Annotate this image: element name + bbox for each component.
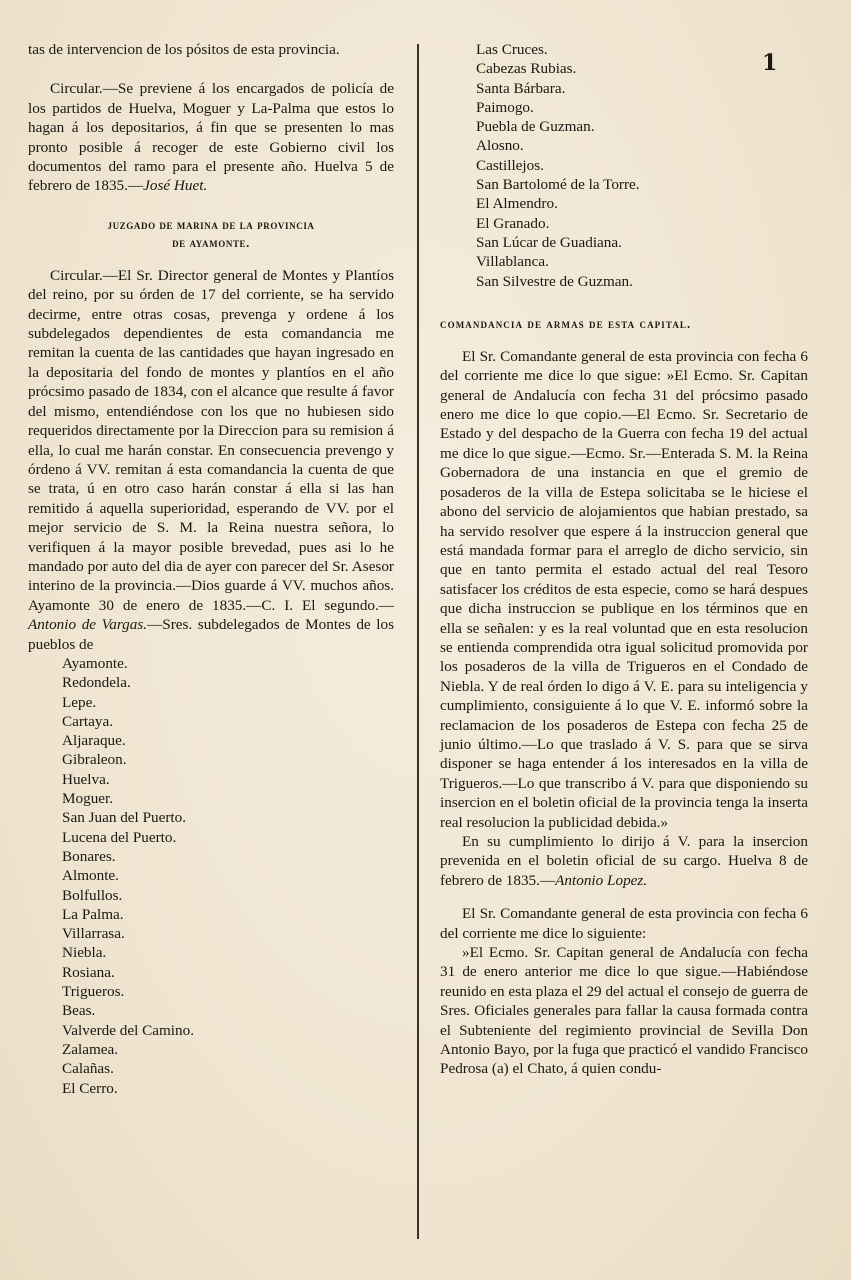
town-right-item: Las Cruces. bbox=[476, 41, 548, 58]
heading-juzgado-line1: juzgado de marina de la provincia bbox=[107, 217, 315, 232]
town-left-item: Aljaraque. bbox=[62, 732, 126, 750]
town-left-item: Lucena del Puerto. bbox=[62, 828, 177, 846]
town-left-item: El Cerro. bbox=[62, 1079, 118, 1097]
town-left-item: Moguer. bbox=[62, 790, 114, 808]
town-left-item: Zalamea. bbox=[62, 1040, 119, 1058]
town-left-item: Cartaya. bbox=[62, 712, 114, 730]
paragraph-comandante-estepa: El Sr. Comandante general de esta provincia con fecha 6 del corriente me dice lo que sigue: »El Ecmo. Sr. Capitan general de Andalucía con fecha 31 del prócsimo pasado enero me dice lo que copio.—El Ecmo. Sr. Secretario de Estado y del despacho de la Guerra con fecha 19 del actual me dice lo que sigue.—Ecmo. Sr.—Enterada S. M. la Reina Gobernadora de una instancia en que el gremio de posaderos de la villa de Estepa solicitaba se le hiciese el abono del servicio de alojamientos que habian prestado, sa ha servido resolver que espere á la instruccion general que está mandada formar para el arreglo de dicho servicio, sin que en tanto permita el estado actual del real Tesoro satisfacer los créditos de esta especie, como se hará despues que dicha instruccion se publique en los términos que en ella se señalen: y es la real voluntad que en esta resolucion se entienda comprendida otra igual solicitud promovida por los posaderos de la villa de Trigueros en el Condado de Niebla. Y de real órden lo digo á V. E. para su inteligencia y cumplimiento, consiguiente á lo que V. E. informó sobre la reclamacion de los posaderos de Estepa con fecha 25 de junio último.—Lo que traslado á V. S. para que se sirva disponer se haga entender á los interesados en la villa de Trigueros.—Lo que transcribo á V. para que disponiendo su insercion en el boletin oficial de la provincia tenga la inserta real resolucion la publicidad debida.» bbox=[440, 347, 808, 831]
town-left-item: Lepe. bbox=[62, 693, 97, 711]
town-left-item: Niebla. bbox=[62, 944, 107, 962]
town-right-item: San Bartolomé de la Torre. bbox=[476, 176, 640, 194]
town-right-item: Santa Bárbara. bbox=[476, 79, 566, 97]
circular-montes-tail: —Sres. subdelegados de Montes de los pueblos de bbox=[28, 616, 394, 653]
town-left-item: Gibraleon. bbox=[62, 751, 127, 769]
town-right-item: El Granado. bbox=[476, 214, 550, 232]
left-column bbox=[28, 40, 394, 1098]
town-left-item: Valverde del Camino. bbox=[62, 1021, 195, 1039]
town-right-item: San Silvestre de Guzman. bbox=[476, 272, 633, 290]
town-right-item: Puebla de Guzman. bbox=[476, 118, 595, 136]
town-right-item: San Lúcar de Guadiana. bbox=[476, 233, 622, 251]
signature-antonio-lopez: Antonio Lopez. bbox=[555, 871, 648, 889]
town-left-item: Beas. bbox=[62, 1002, 96, 1020]
paragraph-circular-montes bbox=[28, 266, 394, 654]
town-right-item: El Almendro. bbox=[476, 195, 558, 213]
town-left-item: La Palma. bbox=[62, 905, 124, 923]
town-left-item: Almonte. bbox=[62, 867, 119, 885]
paragraph-cumplimiento bbox=[440, 832, 808, 890]
page-number-mark: 1 bbox=[762, 50, 778, 76]
paragraph-comandante-siguiente: El Sr. Comandante general de esta provincia con fecha 6 del corriente me dice lo siguiente: bbox=[440, 905, 808, 942]
town-left-item: Calañas. bbox=[62, 1060, 114, 1078]
circular-policia-text: Circular.—Se previene á los encargados de policía de los partidos de Huelva, Moguer y La-Palma que estos lo hagan á los depositarios, á fin que se presenten lo mas pronto posible á recoger de este Gobierno civil los documentos del ramo para el presente año. Huelva 5 de febrero de 1835.— bbox=[28, 80, 394, 195]
signature-jose-huet: José Huet. bbox=[143, 177, 208, 195]
paragraph-circular-policia bbox=[28, 79, 394, 195]
town-right-item: Paimogo. bbox=[476, 98, 534, 116]
signature-antonio-vargas: Antonio de Vargas. bbox=[28, 616, 148, 634]
town-left-item: Villarrasa. bbox=[62, 925, 125, 943]
town-left-item: Redondela. bbox=[62, 674, 131, 692]
town-left-item: Bonares. bbox=[62, 847, 116, 865]
cumplimiento-text: En su cumplimiento lo dirijo á V. para la insercion prevenida en el boletin oficial de su cargo. Huelva 8 de febrero de 1835.— bbox=[440, 833, 808, 889]
town-left-item: Ayamonte. bbox=[62, 654, 128, 672]
column-divider bbox=[417, 44, 419, 1239]
heading-comandancia-armas: comandancia de armas de esta capital. bbox=[440, 316, 692, 331]
heading-juzgado-line2: de ayamonte. bbox=[172, 235, 250, 250]
right-column bbox=[440, 40, 808, 1079]
towns-list-right bbox=[440, 40, 808, 291]
town-left-item: Rosiana. bbox=[62, 963, 115, 981]
towns-list-left bbox=[28, 654, 394, 1098]
paragraph-consejo-guerra: »El Ecmo. Sr. Capitan general de Andalucía con fecha 31 de enero anterior me dice lo que sigue.—Habiéndose reunido en esta plaza el 29 del actual el consejo de guerra de Sres. Oficiales generales para fallar la causa formada contra el Subteniente del regimiento provincial de Sevilla Don Antonio Bayo, por la fuga que practicó el vandido Francisco Pedrosa (a) el Chato, á quien condu- bbox=[440, 944, 808, 1078]
town-left-item: San Juan del Puerto. bbox=[62, 809, 187, 827]
town-left-item: Huelva. bbox=[62, 770, 110, 788]
town-right-item: Castillejos. bbox=[476, 156, 544, 174]
town-right-item: Villablanca. bbox=[476, 253, 549, 271]
paragraph-intervencion-continuation: tas de intervencion de los pósitos de esta provincia. bbox=[28, 41, 340, 58]
circular-montes-text: Circular.—El Sr. Director general de Montes y Plantíos del reino, por su órden de 17 del corriente, se ha servido decirme, entre otras cosas, prevenga y ordene á los subdelegados dependientes de esta comandancia me remitan la cuenta de las cantidades que hayan ingresado en la depositaria del fondo de montes y plantíos en el año prócsimo pasado de 1834, con el alcance que resulte á favor del mismo, entendiéndose con los que no hubiesen sido requeridos directamente por la Direccion para su remision á ella, lo cual me harán constar. En consecuencia prevengo y órdeno á VV. remitan á esta comandancia la cuenta de que se trata, ú en otro caso harán constar á ella si las han remitido á aquella superioridad, esperando de VV. por el mejor servicio de S. M. la Reina nuestra señora, lo verifiquen á la mayor posible brevedad, pues asi lo he mandado por auto del dia de ayer con parecer del Sr. Asesor interino de la provincia.—Dios guarde á VV. muchos años. Ayamonte 30 de enero de 1835.—C. I. El segundo.— bbox=[28, 266, 394, 614]
town-right-item: Cabezas Rubias. bbox=[476, 60, 577, 78]
town-left-item: Trigueros. bbox=[62, 983, 125, 1001]
town-right-item: Alosno. bbox=[476, 137, 524, 155]
town-left-item: Bolfullos. bbox=[62, 886, 123, 904]
heading-juzgado-marina bbox=[28, 216, 394, 252]
